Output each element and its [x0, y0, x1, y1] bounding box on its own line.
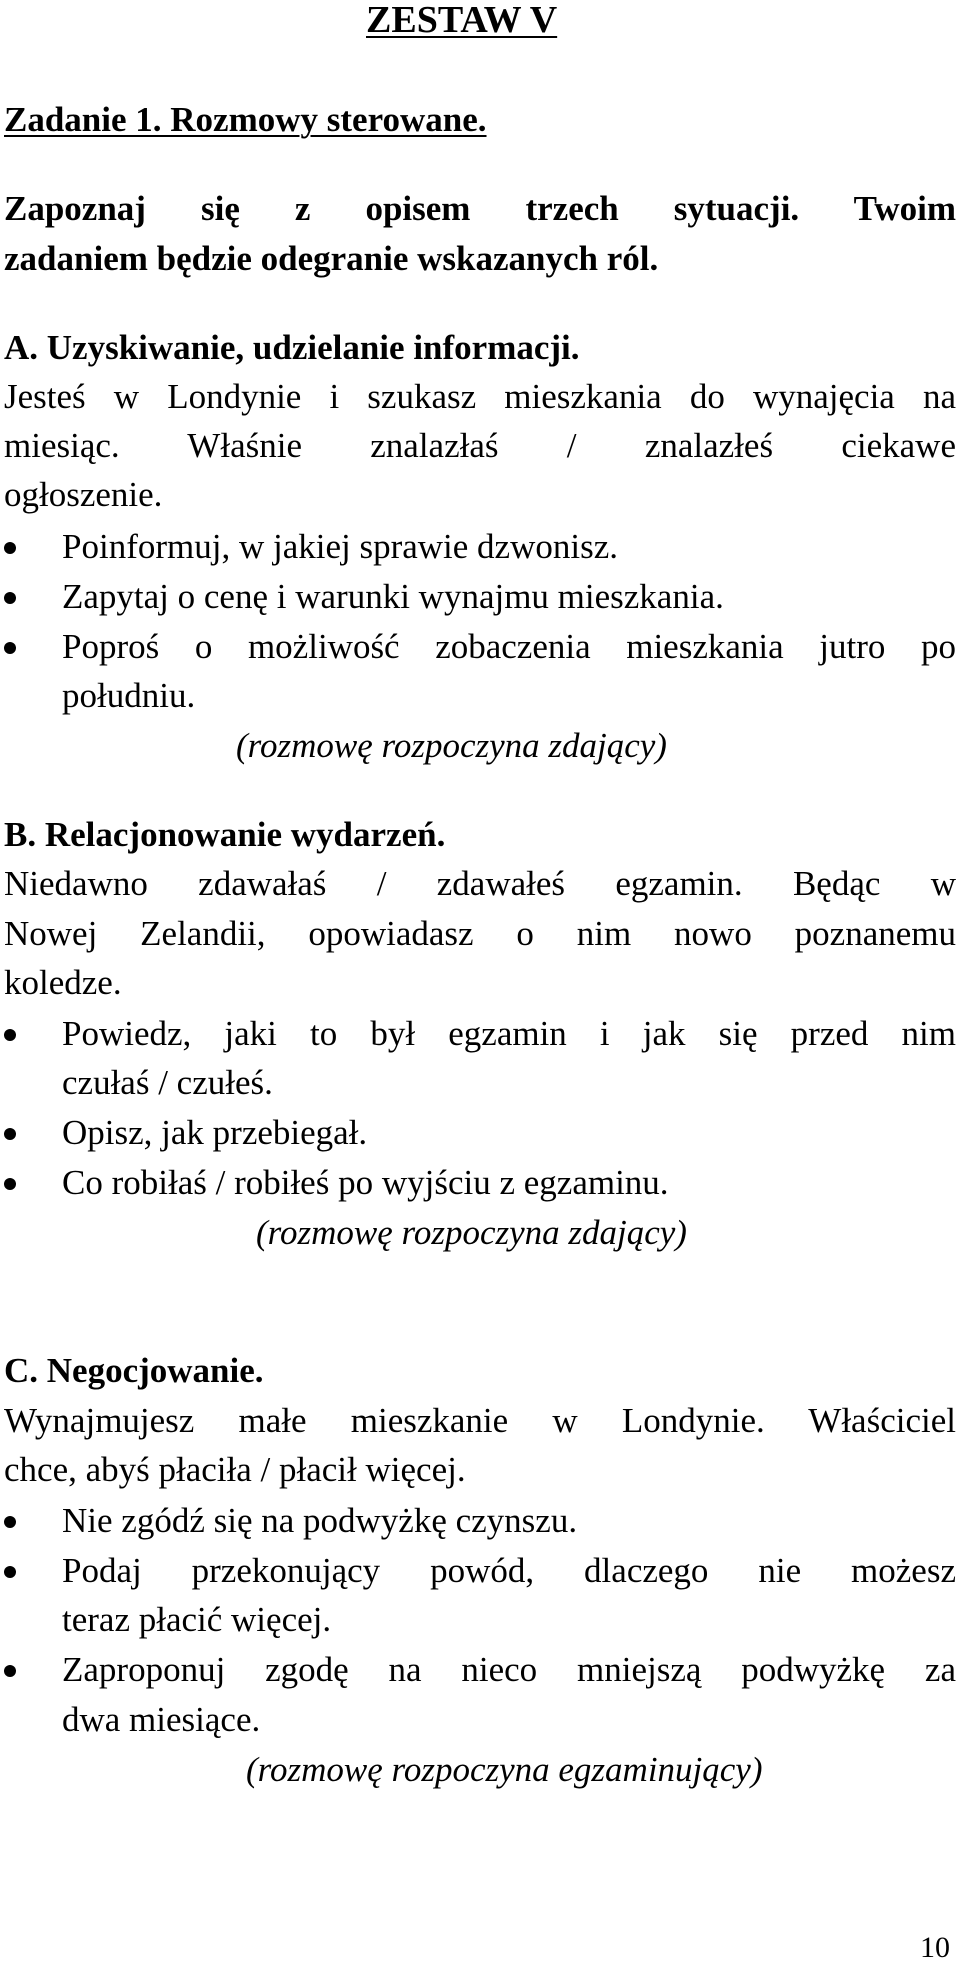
- bullet-icon: [4, 592, 16, 604]
- section-a-bullet-1: Poinformuj, w jakiej sprawie dzwonisz.: [62, 527, 619, 566]
- bullet-icon: [4, 642, 16, 654]
- section-c-bullet-3-line-2: dwa miesiące.: [62, 1700, 261, 1739]
- section-a-bullet-3-line-1: Poproś o możliwość zobaczenia mieszkania jutro po: [62, 627, 956, 666]
- bullet-icon: [4, 1029, 16, 1041]
- section-a-text-line-3: ogłoszenie.: [4, 475, 163, 514]
- bullet-icon: [4, 1566, 16, 1578]
- section-b-text-line-2: Nowej Zelandii, opowiadasz o nim nowo poznanemu: [4, 914, 956, 953]
- section-a-bullet-2: Zapytaj o cenę i warunki wynajmu mieszkania.: [62, 577, 724, 616]
- bullet-icon: [4, 1665, 16, 1677]
- task-intro-line-2: zadaniem będzie odegranie wskazanych ról.: [4, 239, 659, 278]
- section-a-text-line-2: miesiąc. Właśnie znalazłaś / znalazłeś ciekawe: [4, 426, 956, 465]
- bullet-icon: [4, 1178, 16, 1190]
- page-number: 10: [920, 1931, 950, 1964]
- section-a-text-line-1: Jesteś w Londynie i szukasz mieszkania do wynajęcia na: [4, 377, 956, 416]
- section-c-bullet-2-line-1: Podaj przekonujący powód, dlaczego nie możesz: [62, 1551, 956, 1590]
- section-b-bullet-3: Co robiłaś / robiłeś po wyjściu z egzaminu.: [62, 1163, 669, 1202]
- section-a-note: (rozmowę rozpoczyna zdający): [236, 726, 667, 765]
- section-c-heading: C. Negocjowanie.: [4, 1351, 264, 1390]
- section-c-bullet-2-line-2: teraz płacić więcej.: [62, 1600, 332, 1639]
- section-b-text-line-1: Niedawno zdawałaś / zdawałeś egzamin. Będąc w: [4, 864, 956, 903]
- section-c-note: (rozmowę rozpoczyna egzaminujący): [246, 1750, 763, 1789]
- task-heading: Zadanie 1. Rozmowy sterowane.: [4, 100, 487, 139]
- page-title: ZESTAW V: [366, 0, 558, 41]
- section-c-bullet-1: Nie zgódź się na podwyżkę czynszu.: [62, 1501, 578, 1540]
- task-intro-line-1: Zapoznaj się z opisem trzech sytuacji. Twoim: [4, 189, 956, 228]
- section-a-bullet-3-line-2: południu.: [62, 676, 196, 715]
- section-b-note: (rozmowę rozpoczyna zdający): [256, 1213, 687, 1252]
- bullet-icon: [4, 1516, 16, 1528]
- section-b-bullet-1-line-2: czułaś / czułeś.: [62, 1063, 273, 1102]
- section-c-text-line-2: chce, abyś płaciła / płacił więcej.: [4, 1450, 466, 1489]
- section-b-heading: B. Relacjonowanie wydarzeń.: [4, 815, 446, 854]
- bullet-icon: [4, 542, 16, 554]
- section-c-text-line-1: Wynajmujesz małe mieszkanie w Londynie. Właściciel: [4, 1401, 956, 1440]
- bullet-icon: [4, 1128, 16, 1140]
- section-c-bullet-3-line-1: Zaproponuj zgodę na nieco mniejszą podwyżkę za: [62, 1650, 956, 1689]
- section-b-bullet-2: Opisz, jak przebiegał.: [62, 1113, 368, 1152]
- section-b-text-line-3: koledze.: [4, 963, 122, 1002]
- section-b-bullet-1-line-1: Powiedz, jaki to był egzamin i jak się przed nim: [62, 1014, 956, 1053]
- section-a-heading: A. Uzyskiwanie, udzielanie informacji.: [4, 328, 580, 367]
